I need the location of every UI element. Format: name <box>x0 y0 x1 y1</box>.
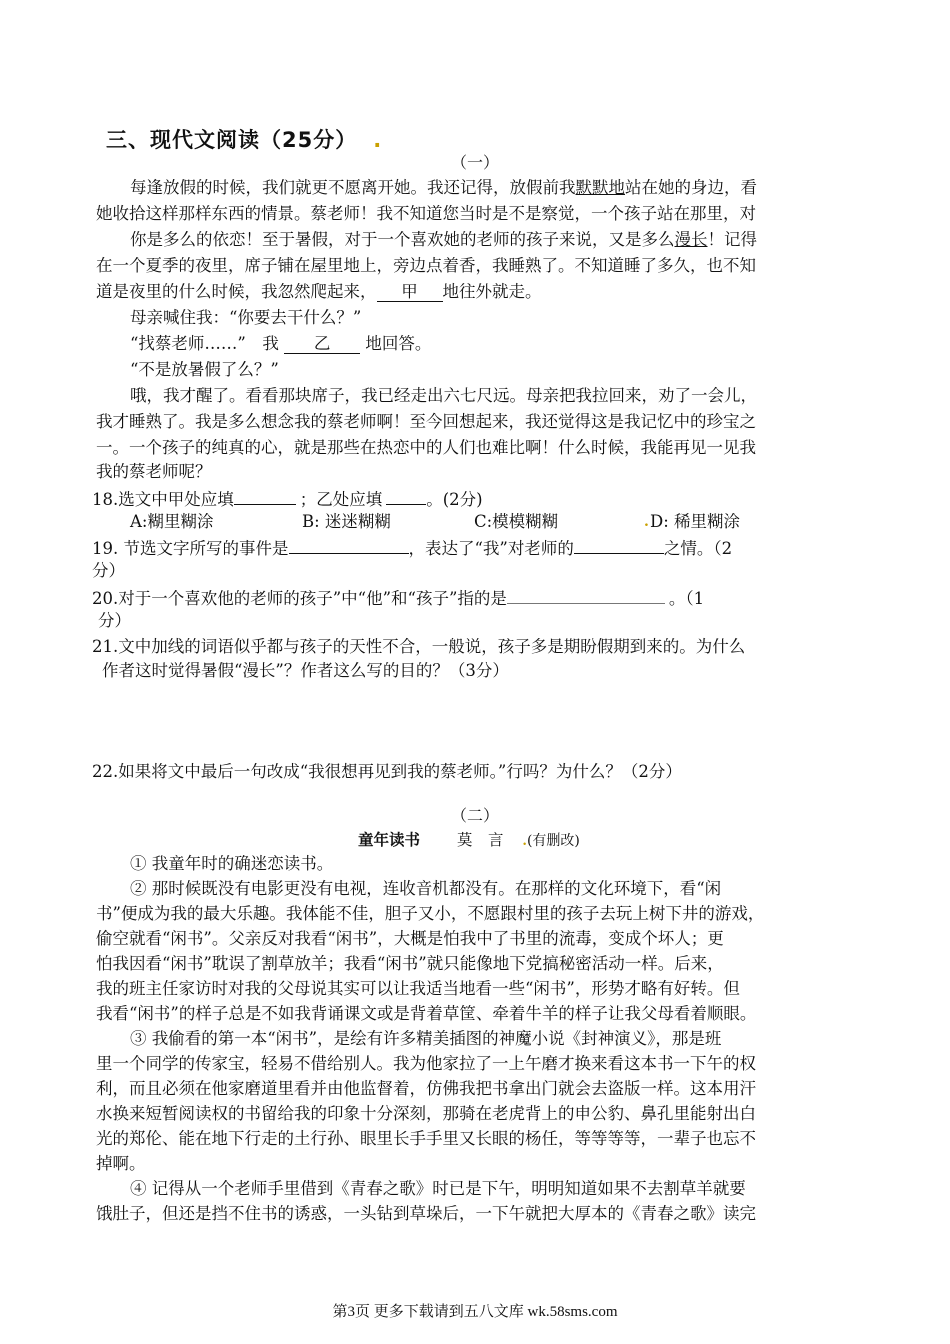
question-18-options <box>130 509 850 535</box>
question-21-cont: 作者这时觉得暑假“漫长”？作者这么写的目的？（3分） <box>102 661 509 680</box>
paragraph-line: ④ 记得从一个老师手里借到《青春之歌》时已是下午，明明知道如果不去割草羊就要 <box>130 1179 746 1198</box>
option-dot: . <box>644 514 649 530</box>
paragraph-line: 水换来短暂阅读权的书留给我的印象十分深刻，那骑在老虎背上的申公豹、鼻孔里能射出白 <box>96 1104 756 1123</box>
option-a: A:糊里糊涂 <box>130 512 214 531</box>
paragraph-line: 光的郑伦、能在地下行走的土行孙、眼里长手手里又长眼的杨任，等等等等，一辈子也忘不 <box>96 1129 756 1148</box>
paragraph-line: 利，而且必须在他家磨道里看并由他监督着，仿佛我把书拿出门就会去盗版一样。这本用汗 <box>96 1079 756 1098</box>
answer-blank[interactable] <box>289 534 409 554</box>
option-d: D: 稀里糊涂 <box>650 512 741 531</box>
article-note: (有删改) <box>526 833 580 849</box>
paragraph-line: 掉啊。 <box>96 1154 146 1173</box>
paragraph-line: 她收拾这样那样东西的情景。蔡老师！我不知道您当时是不是察觉，一个孩子站在那里，对 <box>96 204 756 223</box>
underlined-word: 默默地 <box>575 178 625 197</box>
underlined-word: 漫长 <box>674 230 708 249</box>
question-20-cont: 分） <box>98 611 131 630</box>
part2-label: （二） <box>450 806 499 825</box>
paragraph-line: 我才睡熟了。我是多么想念我的蔡老师啊！至今回想起来，我还觉得这是我记忆中的珍宝之 <box>96 412 756 431</box>
question-19-cont: 分） <box>92 561 125 580</box>
paragraph-line: 怕我因看“闲书”耽误了割草放羊；我看“闲书”就只能像地下党搞秘密活动一样。后来， <box>96 954 724 973</box>
paragraph-line: “不是放暑假了么？” <box>130 360 279 379</box>
paragraph-line: 偷空就看“闲书”。父亲反对我看“闲书”，大概是怕我中了书里的流毒，变成个坏人；更 <box>96 929 724 948</box>
page-footer: 第3页 更多下载请到五八文库 wk.58sms.com <box>332 1304 618 1320</box>
answer-blank[interactable] <box>507 584 665 604</box>
paragraph-line: 我的班主任家访时对我的父母说其实可以让我适当地看一些“闲书”，形势才略有好转。但 <box>96 979 740 998</box>
paragraph-line: 我的蔡老师呢？ <box>96 462 212 481</box>
paragraph-line: 每逢放假的时候，我们就更不愿离开她。我还记得，放假前我默默地站在她的身边，看 <box>130 178 757 197</box>
blank-yi: 乙 <box>284 334 360 354</box>
option-b: B: 迷迷糊糊 <box>302 512 391 531</box>
paragraph-line: 在一个夏季的夜里，席子铺在屋里地上，旁边点着香，我睡熟了。不知道睡了多久，也不知 <box>96 256 756 275</box>
paragraph-line: 母亲喊住我：“你要去干什么？” <box>130 308 362 327</box>
answer-blank[interactable] <box>234 485 296 505</box>
paragraph-line: 一。一个孩子的纯真的心，就是那些在热恋中的人们也难比啊！什么时候，我能再见一见我 <box>96 438 756 457</box>
paragraph-line: 饿肚子，但还是挡不住书的诱惑，一头钻到草垛后，一下午就把大厚本的《青春之歌》读完 <box>96 1204 756 1223</box>
section-title-text: 三、现代文阅读（25分） <box>106 128 358 152</box>
question-21: 21.文中加线的词语似乎都与孩子的天性不合，一般说，孩子多是期盼假期到来的。为什么 <box>92 637 746 656</box>
article-author: 莫 言 <box>456 831 504 849</box>
answer-blank[interactable] <box>386 485 426 505</box>
question-22: 22.如果将文中最后一句改成“我很想再见到我的蔡老师。”行吗？为什么？（2分） <box>92 762 682 781</box>
question-20: 20.对于一个喜欢他的老师的孩子”中“他”和“孩子”指的是 。（1 <box>92 584 862 612</box>
paragraph-line: 道是夜里的什么时候，我忽然爬起来， 甲 地往外就走。 <box>96 282 542 301</box>
paragraph-line: 哦，我才醒了。看看那块席子，我已经走出六七尺远。母亲把我拉回来，劝了一会儿， <box>130 386 757 405</box>
option-c: C:模模糊糊 <box>474 512 559 531</box>
paragraph-line: 你是多么的依恋！至于暑假，对于一个喜欢她的老师的孩子来说，又是多么漫长！记得 <box>130 230 757 249</box>
paragraph-line: “找蔡老师……” 我 乙 地回答。 <box>130 334 432 353</box>
heading-dot: . <box>522 834 527 849</box>
paragraph-line: ③ 我偷看的第一本“闲书”，是绘有许多精美插图的神魔小说《封神演义》，那是班 <box>130 1029 722 1048</box>
article-title: 童年读书 <box>358 831 421 849</box>
paragraph-line: 里一个同学的传家宝，轻易不借给别人。我为他家拉了一上午磨才换来看这本书一下午的权 <box>96 1054 756 1073</box>
question-19: 19. 节选文字所写的事件是 ，表达了“我”对老师的 之情。（2 <box>92 534 862 562</box>
question-18: 18.选文中甲处应填 ；乙处应填 。(2分) <box>92 485 862 513</box>
paragraph-line: ② 那时候既没有电影更没有电视，连收音机都没有。在那样的文化环境下，看“闲 <box>130 879 722 898</box>
part1-label: （一） <box>450 153 499 172</box>
section-dot: . <box>373 128 383 152</box>
paragraph-line: 书”便成为我的最大乐趣。我体能不佳，胆子又小，不愿跟村里的孩子去玩上树下井的游戏， <box>96 904 765 923</box>
blank-jia: 甲 <box>377 282 443 302</box>
part2-heading <box>358 828 580 850</box>
paragraph-line: 我看“闲书”的样子总是不如我背诵课文或是背着草筐、牵着牛羊的样子让我父母看着顺眼。 <box>96 1004 757 1023</box>
paragraph-line: ① 我童年时的确迷恋读书。 <box>130 854 334 873</box>
answer-blank[interactable] <box>574 534 664 554</box>
